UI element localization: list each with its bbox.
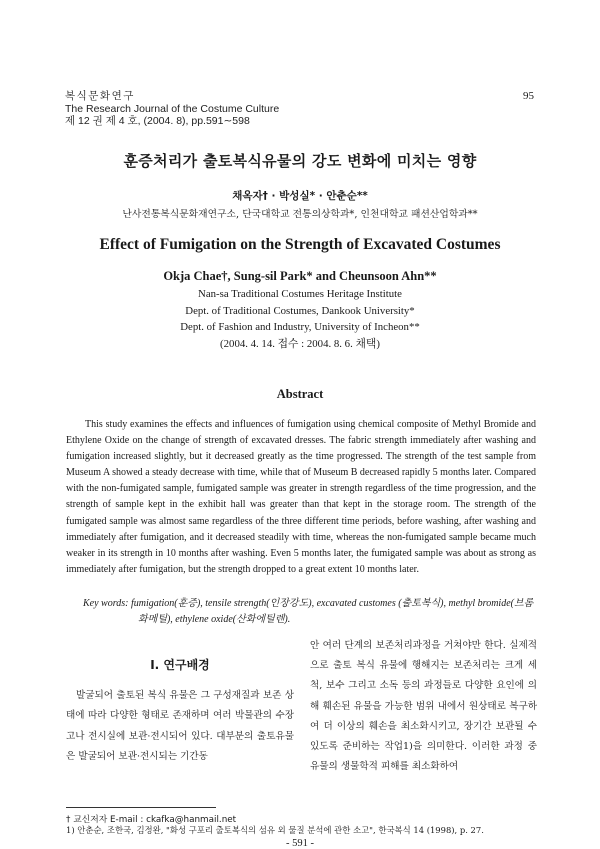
footnote-reference-1: 1) 안춘순, 조한국, 김정완, "화성 구포리 출토복식의 섬유 외 물질 분석에 관한 소고", 한국복식 14 (1998), p. 27. [66,825,484,835]
authors-korean: 채옥자† · 박성실* · 안춘순** [232,190,368,202]
affiliation-line: Dept. of Fashion and Industry, University of Incheon** [180,321,420,333]
footnote-divider [66,807,216,808]
affiliations-korean: 난사전통복식문화재연구소, 단국대학교 전통의상학과*, 인천대학교 패션산업학과** [122,209,478,220]
journal-info [65,90,279,128]
footnote-corresponding-author: † 교신저자 E-mail : ckafka@hanmail.net [66,815,237,825]
section-heading: Ⅰ. 연구배경 [150,658,210,672]
journal-issue: 제 12 권 제 4 호, (2004. 8), pp.591∼598 [65,115,250,127]
title-english: Effect of Fumigation on the Strength of Excavated Costumes [99,236,501,253]
affiliation-line: Nan-sa Traditional Costumes Heritage Institute [198,288,402,300]
body-left-column: 발굴되어 출토된 복식 유물은 그 구성재질과 보존 상태에 따라 다양한 형태로 존재하며 여러 박물관의 수장고나 전시실에 보관·전시되어 있다. 대부분의 출토유물은 발굴되어 보관·전시되는 기간동 [66,690,294,762]
abstract-body: This study examines the effects and influences of fumigation using chemical composite of Methyl Bromide and Ethylene Oxide on the change of strength of excavated dresses. The fabric strength immediately after washing and fumigation increased slightly, but it decreased greatly as the time progressed. The strength of the test sample from Museum A showed a steady decrease with time, while that of Museum B decreased rapidly 5 months later. Compared with the non-fumigated sample, fumigated sample was greater in strength regardless of the time progression, and the strength of sample kept in the exhibit hall was greater than that kept in the storage room. The strength of the fumigated sample was almost same regardless of the three different time periods, before washing, after washing and immediately after fumigation, and it decreased steadily with time, whereas the non-fumigated sample became much weaker in its strength in 10 months after washing. Even 5 months later, the fumigated sample was about as strong as immediately after fumigation, but the strength dropped to a great extent 10 months later. [66,419,536,575]
received-accepted-dates: (2004. 4. 14. 접수 : 2004. 8. 6. 채택) [220,337,380,350]
title-korean: 훈증처리가 출토복식유물의 강도 변화에 미치는 영향 [123,152,477,170]
footer-page-number: - 591 - [286,838,314,849]
journal-name-english: The Research Journal of the Costume Culture [65,102,280,115]
body-right-column: 안 여러 단계의 보존처리과정을 거쳐야만 한다. 실제적으로 출토 복식 유물에 행해지는 보존처리는 크게 세척, 보수 그리고 소독 등의 과정들로 다양한 요인에 의해 훼손된 유물을 가능한 범위 내에서 원상태로 복구하여 더 이상의 훼손을 최소화시키고, 장기간 보관될 수 있도록 준비하는 작업1)을 의미한다. 이러한 과정 중 유물의 생물학적 피해를 최소화하여 [310,640,537,773]
header-page-number: 95 [523,90,534,102]
keywords: Key words: fumigation(훈증), tensile strength(인장강도), excavated customes (출토복식), methyl bromide(브롬화메틸), ethylene oxide(산화에틸렌). [83,598,534,625]
affiliations-english [0,286,600,352]
affiliation-line: Dept. of Traditional Costumes, Dankook University* [185,304,415,317]
journal-name-korean: 복식문화연구 [65,90,135,102]
authors-english: Okja Chae†, Sung-sil Park* and Cheunsoon Ahn** [163,269,437,283]
abstract-heading: Abstract [276,387,324,401]
